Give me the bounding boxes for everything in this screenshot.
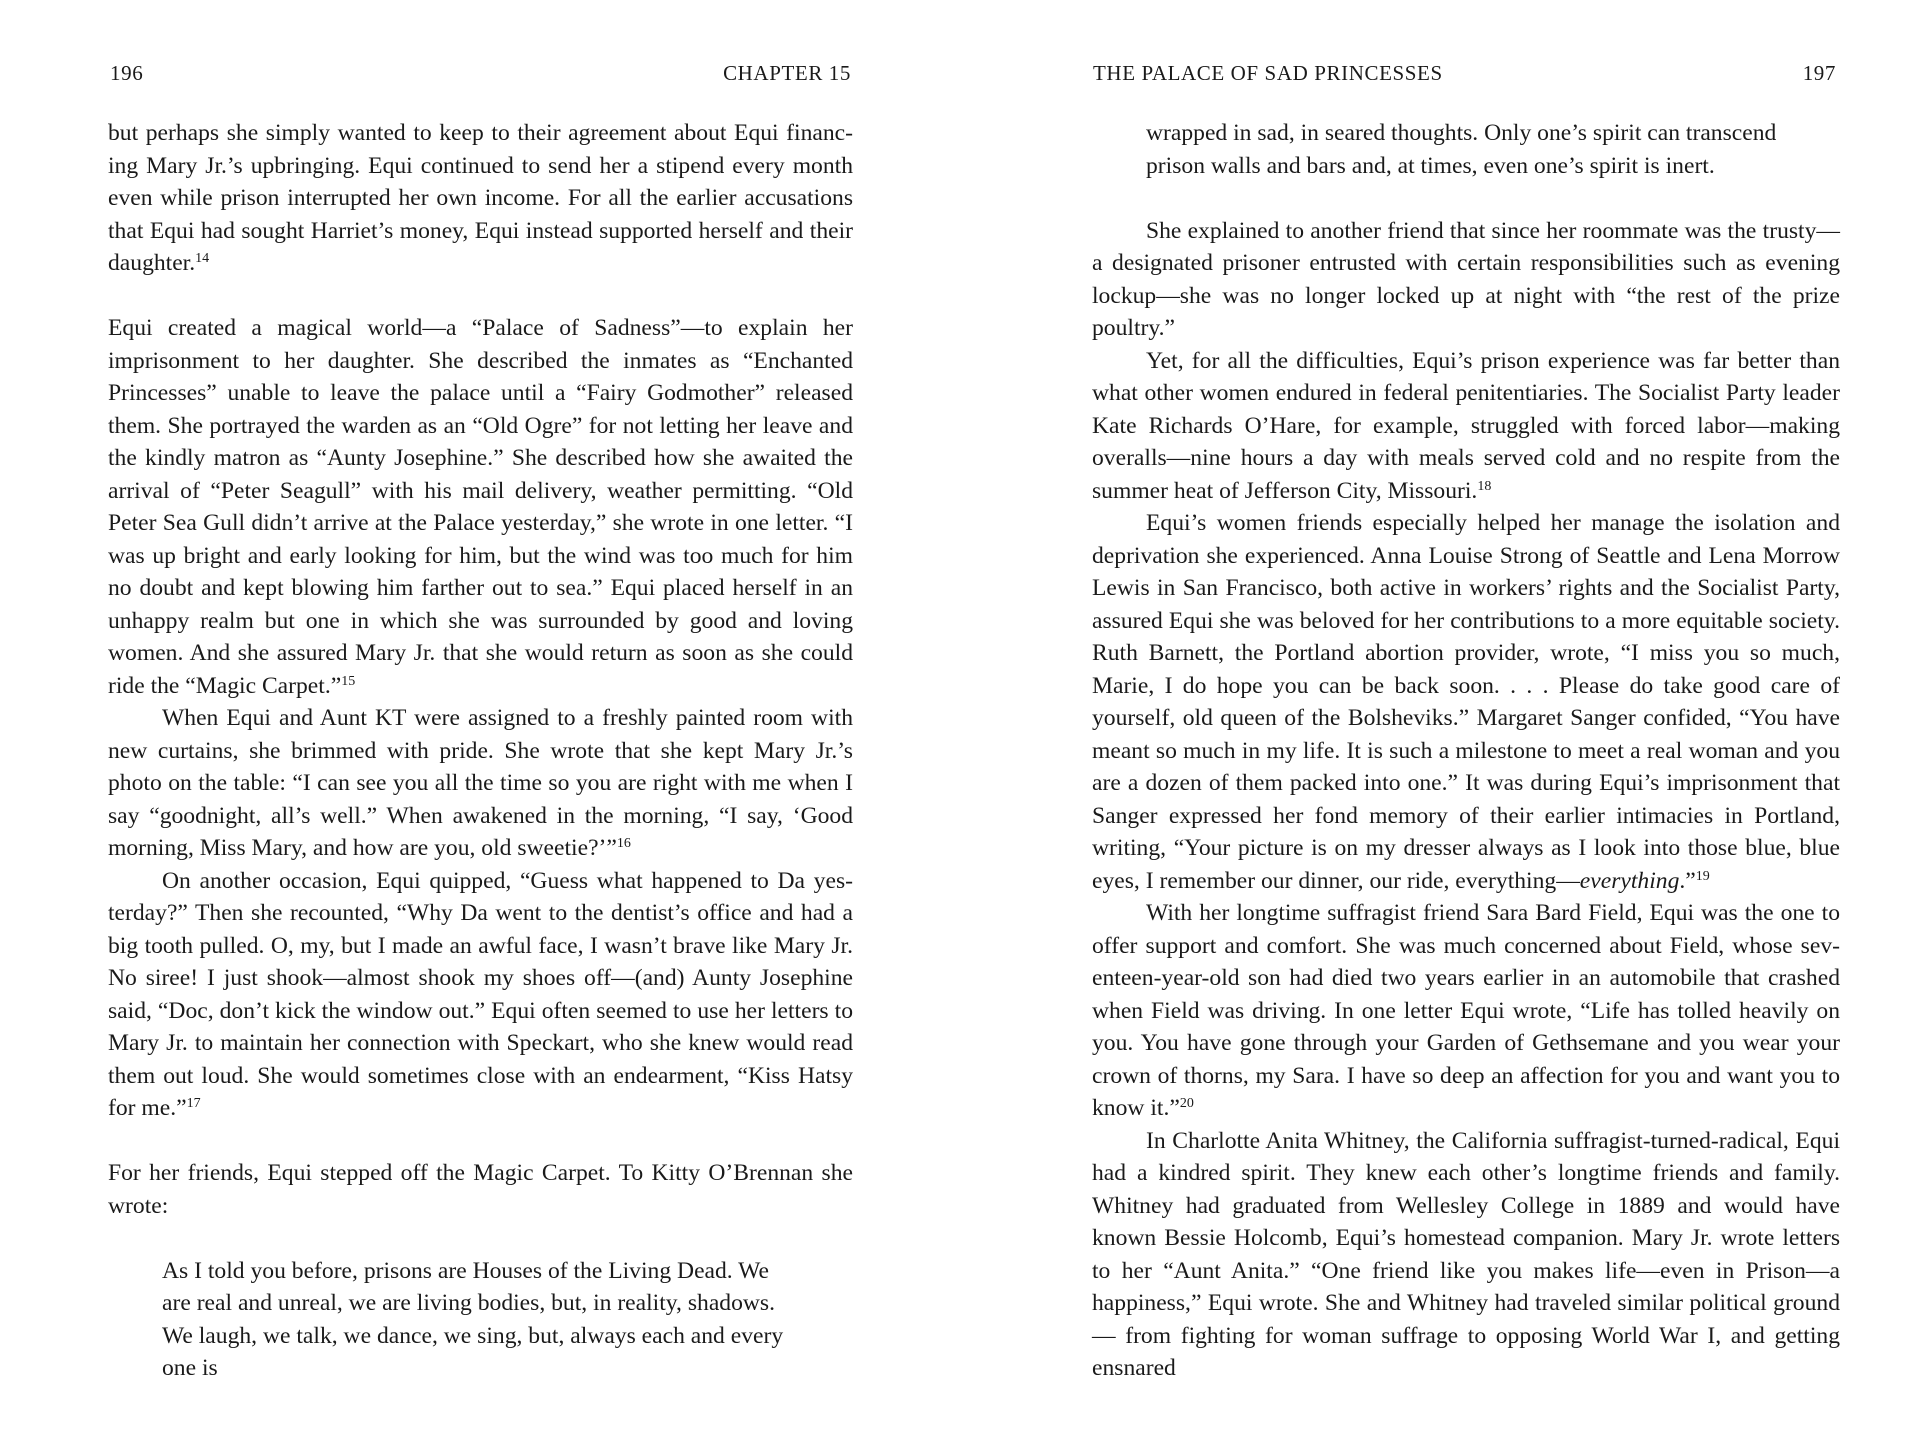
paragraph	[108, 1157, 853, 1222]
right-page	[960, 0, 1920, 1440]
paragraph	[1092, 215, 1840, 345]
paragraph-text: When Equi and Aunt KT were assigned to a freshly painted room with new curtains, she brimmed with pride. She wrote that she kept Mary Jr.’s photo on the table: “I can see you all the time so you are right with me when I say “goodnight, all’s well.” When awakened in the morning, “I say, ‘Good morning, Miss Mary, and how are you, old sweetie?’”	[108, 705, 853, 861]
paragraph	[108, 117, 853, 280]
right-text-block	[1092, 117, 1840, 1385]
block-quote: As I told you before, prisons are Houses of the Living Dead. We are real and unreal, we are living bodies, but, in reality, shadows. We laugh, we talk, we dance, we sing, but, always each and every one is	[162, 1257, 784, 1381]
paragraph	[108, 865, 853, 1125]
paragraph	[1092, 1125, 1840, 1385]
paragraph	[1092, 507, 1840, 897]
paragraph	[108, 702, 853, 865]
paragraph-text: Yet, for all the difficulties, Equi’s prison experience was far better than what other women endured in federal penitentiaries. The Socialist Party leader Kate Richards O’Hare, for example, struggled with forced labor—making overalls—nine hours a day with meals served cold and no respite from the summer heat of Jefferson City, Missouri.	[1092, 347, 1840, 504]
left-text-block	[108, 117, 853, 1385]
paragraph-text: Equi created a magical world—a “Palace of Sadness”—to explain her imprisonment to her daughter. She described the inmates as “Enchanted Princesses” unable to leave the palace until a “Fairy Godmother” released them. She portrayed the warden as an “Old Ogre” for not letting her leave and the kindly matron as “Aunty Josephine.” She described how she awaited the arrival of “Peter Seagull” with his mail delivery, weather permitting. “Old Peter Sea Gull didn’t arrive at the Palace yesterday,” she wrote in one letter. “I was up bright and early looking for him, but the wind was too much for him no doubt and kept blowing him farther out to sea.” Equi placed herself in an unhappy realm but one in which she was surrounded by good and loving women. And she assured Mary Jr. that she would return as soon as she could ride the “Magic Carpet.”	[108, 315, 853, 699]
paragraph-text: She explained to another friend that since her roommate was the trusty—a designated prisoner entrusted with certain responsibilities such as evening lockup—she was no longer locked up at night with “the rest of the prize poultry.”	[1092, 217, 1840, 341]
paragraph-tail: .”	[1679, 867, 1696, 894]
left-folio: 196	[110, 61, 144, 85]
emphasis: everything	[1579, 867, 1680, 894]
paragraph-text: Equi’s women friends especially helped her manage the isolation and deprivation she experienced. Anna Louise Strong of Seattle and Lena Morrow Lewis in San Francisco, both active in workers’ rights and the Socialist Party, assured Equi she was beloved for her contributions to a more equitable society. Ruth Barnett, the Portland abortion provider, wrote, “I miss you so much, Marie, I do hope you can be back soon. . . . Please do take good care of yourself, old queen of the Bolsheviks.” Margaret Sanger confided, “You have meant so much in my life. It is such a milestone to meet a real woman and you are a dozen of them packed into one.” It was during Equi’s imprisonment that Sanger expressed her fond memory of their earlier intimacies in Portland, writing, “Your picture is on my dresser always as I look into those blue, blue eyes, I remember our dinner, our ride, everything—	[1092, 510, 1840, 894]
footnote-ref: 15	[341, 673, 356, 689]
paragraph	[108, 312, 853, 702]
footnote-ref: 18	[1477, 478, 1492, 494]
paragraph-text: but perhaps she simply wanted to keep to their agreement about Equi financing Mary Jr.’s upbringing. Equi continued to send her a stipend every month even while prison interrupted her own income. For all the earlier accusations that Equi had sought Harriet’s money, Equi instead supported herself and their daughter.	[108, 120, 853, 276]
left-running-head: CHAPTER 15	[723, 61, 851, 85]
paragraph-text: In Charlotte Anita Whitney, the California suffragist-turned-radical, Equi had a kindred spirit. They knew each other’s longtime friends and family. Whitney had graduated from Wellesley College in 1889 and would have known Bessie Holcomb, Equi’s homestead companion. Mary Jr. wrote letters to her “Aunt Anita.” “One friend like you makes life—even in Prison—a happiness,” Equi wrote. She and Whitney had traveled similar political ground— from fighting for woman suffrage to opposing World War I, and getting ensnared	[1092, 1127, 1840, 1381]
footnote-ref: 20	[1179, 1096, 1194, 1111]
footnote-ref: 17	[186, 1096, 201, 1111]
paragraph	[1092, 897, 1840, 1125]
footnote-ref: 19	[1695, 868, 1710, 884]
footnote-ref: 14	[195, 251, 210, 266]
paragraph-text: On another occasion, Equi quipped, “Guess what happened to Da yesterday?” Then she recounted, “Why Da went to the dentist’s office and had a big tooth pulled. O, my, but I made an awful face, I wasn’t brave like Mary Jr. No siree! I just shook—almost shook my shoes off—(and) Aunty Josephine said, “Doc, don’t kick the window out.” Equi often seemed to use her letters to Mary Jr. to maintain her connection with Speckart, who she knew would read them out loud. She would sometimes close with an endearment, “Kiss Hatsy for me.”	[108, 867, 853, 1121]
paragraph-text: For her friends, Equi stepped off the Magic Carpet. To Kitty O’Brennan she wrote:	[108, 1160, 853, 1219]
block-quote-continued: wrapped in sad, in seared thoughts. Only one’s spirit can transcend prison walls and bars and, at times, even one’s spirit is inert.	[1146, 120, 1777, 179]
paragraph-text: With her longtime suffragist friend Sara Bard Field, Equi was the one to offer support and comfort. She was much concerned about Field, whose seventeen-year-old son had died two years earlier in an automobile that crashed when Field was driving. In one letter Equi wrote, “Life has tolled heavily on you. You have gone through your Garden of Gethsemane and you wear your crown of thorns, my Sara. I have so deep an affection for you and want you to know it.”	[1092, 900, 1840, 1121]
footnote-ref: 16	[616, 836, 631, 851]
paragraph	[1092, 345, 1840, 508]
right-running-head: THE PALACE OF SAD PRINCESSES	[1093, 61, 1443, 85]
right-folio: 197	[1802, 61, 1836, 85]
